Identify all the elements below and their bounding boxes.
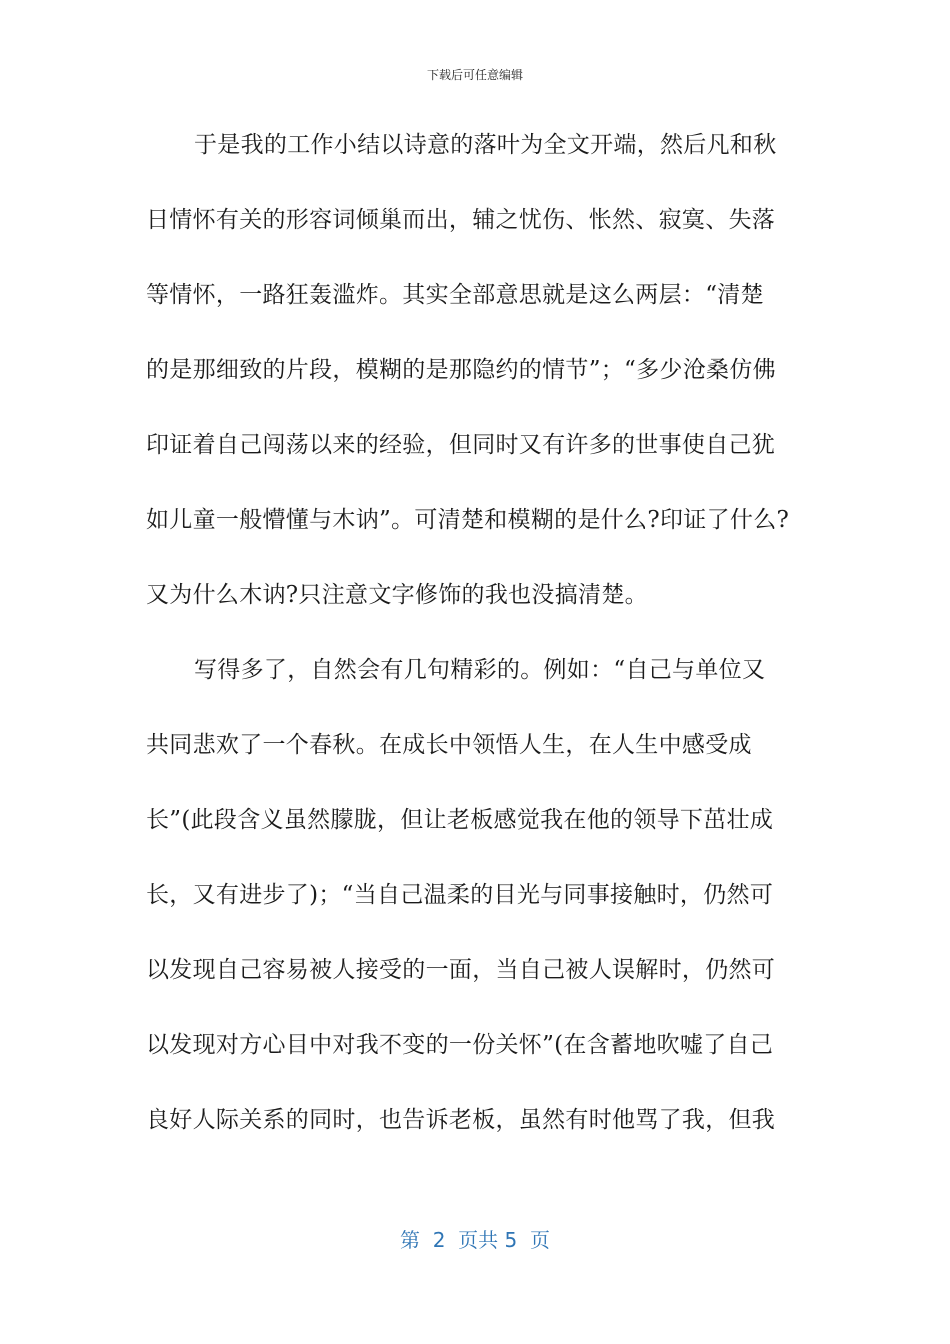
paragraph-1-line-1: 于是我的工作小结以诗意的落叶为全文开端，然后凡和秋 [194, 132, 777, 158]
paragraph-2-line-1: 写得多了，自然会有几句精彩的。例如：“自己与单位又 [194, 657, 766, 683]
paragraph-1-line-4: 的是那细致的片段，模糊的是那隐约的情节”；“多少沧桑仿佛 [146, 357, 776, 383]
paragraph-1-line-7: 又为什么木讷?只注意文字修饰的我也没搞清楚。 [146, 582, 648, 608]
document-body [146, 122, 816, 1172]
page-number-label: 第 2 页共 5 页 [400, 1228, 550, 1252]
page-footer [0, 1224, 950, 1253]
paragraph-1-line-3: 等情怀，一路狂轰滥炸。其实全部意思就是这么两层：“清楚 [146, 282, 764, 308]
paragraph-2-line-5: 以发现自己容易被人接受的一面，当自己被人误解时，仍然可 [146, 957, 776, 983]
paragraph-1-line-6: 如儿童一般懵懂与木讷”。可清楚和模糊的是什么?印证了什么? [146, 507, 790, 533]
paragraph-2-line-3: 长”(此段含义虽然朦胧，但让老板感觉我在他的领导下茁壮成 [146, 807, 774, 833]
paragraph-2-line-4: 长，又有进步了)；“当自己温柔的目光与同事接触时，仍然可 [146, 882, 774, 908]
paragraph-2-line-7: 良好人际关系的同时，也告诉老板，虽然有时他骂了我，但我 [146, 1107, 776, 1133]
paragraph-1-line-2: 日情怀有关的形容词倾巢而出，辅之忧伤、怅然、寂寞、失落 [146, 207, 776, 233]
page-header-note: 下载后可任意编辑 [426, 68, 523, 82]
paragraph-1-line-5: 印证着自己闯荡以来的经验，但同时又有许多的世事使自己犹 [146, 432, 776, 458]
paragraph-2-line-2: 共同悲欢了一个春秋。在成长中领悟人生，在人生中感受成 [146, 732, 752, 758]
paragraph-2-line-6: 以发现对方心目中对我不变的一份关怀”(在含蓄地吹嘘了自己 [146, 1032, 774, 1058]
